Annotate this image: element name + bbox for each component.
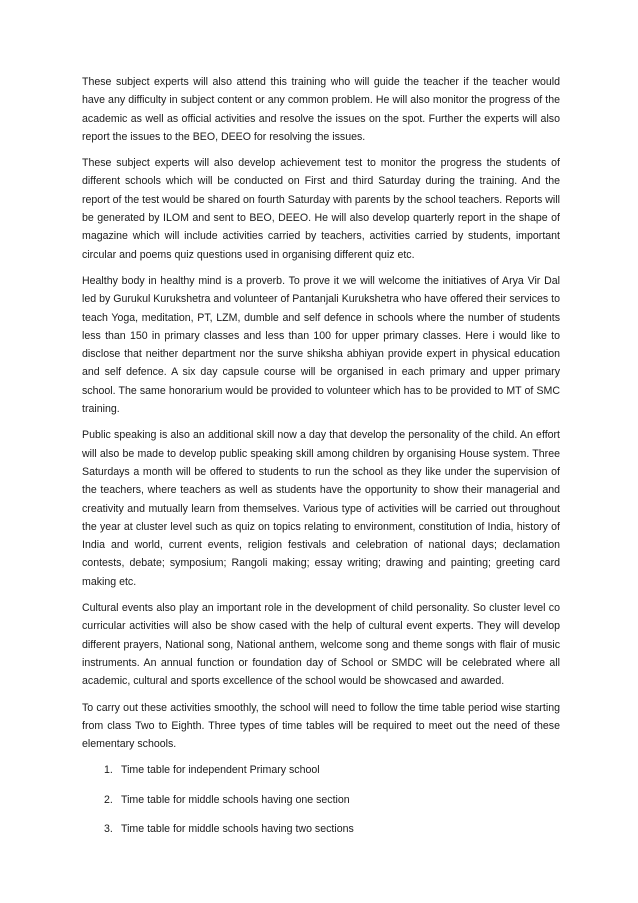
list-item [104, 791, 560, 809]
paragraph-subject-experts-training: These subject experts will also attend this training who will guide the teacher if the teacher would have any difficulty in subject content or any common problem. He will also monitor the progress of the academic as well as official activities and resolve the issues on the spot. Further the experts will also report the issues to the BEO, DEEO for resolving the issues. [82, 76, 560, 143]
document-body [82, 73, 560, 849]
list-item-number: 2. [104, 793, 113, 806]
list-item [104, 820, 560, 838]
paragraph-healthy-body: Healthy body in healthy mind is a proverb. To prove it we will welcome the initiatives of Arya Vir Dal led by Gurukul Kurukshetra and volunteer of Pantanjali Kurukshetra who have offered their services to teach Yoga, meditation, PT, LZM, dumble and self defence in schools where the number of students less than 150 in primary classes and less than 100 for upper primary classes. Here i would like to disclose that neither department nor the surve shiksha abhiyan provide expert in physical education and self defence. A six day capsule course will be organised in each primary and upper primary school. The same honorarium would be provided to volunteer which has to be provided to MT of SMC training. [82, 274, 560, 416]
list-item-text: Time table for independent Primary school [121, 764, 320, 777]
paragraph-time-table-intro: To carry out these activities smoothly, the school will need to follow the time table period wise starting from class Two to Eighth. Three types of time tables will be required to meet out the need of these elementary schools. [82, 701, 560, 751]
list-item-text: Time table for middle schools having two sections [121, 822, 354, 835]
time-table-list [82, 761, 560, 838]
list-item-text: Time table for middle schools having one section [121, 793, 350, 806]
list-item [104, 761, 560, 779]
paragraph-achievement-test: These subject experts will also develop achievement test to monitor the progress the students of different schools which will be conducted on First and third Saturday during the training. And the report of the test would be shared on fourth Saturday with parents by the school teachers. Reports will be generated by ILOM and sent to BEO, DEEO. He will also develop quarterly report in the shape of magazine which will include activities carried by teachers, activities carried by students, important circular and poems quiz questions used in organising different quiz etc. [82, 157, 560, 261]
paragraph-public-speaking: Public speaking is also an additional skill now a day that develop the personality of the child. An effort will also be made to develop public speaking skill among children by organising House system. Three Saturdays a month will be offered to students to run the school as they like under the supervision of the teachers, where teachers as well as students have the opportunity to show their managerial and creativity and mutually learn from themselves. Various type of activities will be carried out throughout the year at cluster level such as quiz on topics relating to environment, constitution of India, history of India and world, current events, religion festivals and celebration of national days; declamation contests, debate; symposium; Rangoli making; essay writing; drawing and painting; greeting card making etc. [82, 429, 560, 588]
list-item-number: 1. [104, 764, 113, 777]
paragraph-cultural-events: Cultural events also play an important role in the development of child personality. So cluster level co curricular activities will also be show cased with the help of cultural event experts. They will develop different prayers, National song, National anthem, welcome song and theme songs with flair of music instruments. An annual function or foundation day of School or SMDC will be celebrated where all academic, cultural and sports excellence of the school would be showcased and awarded. [82, 602, 560, 688]
list-item-number: 3. [104, 822, 113, 835]
